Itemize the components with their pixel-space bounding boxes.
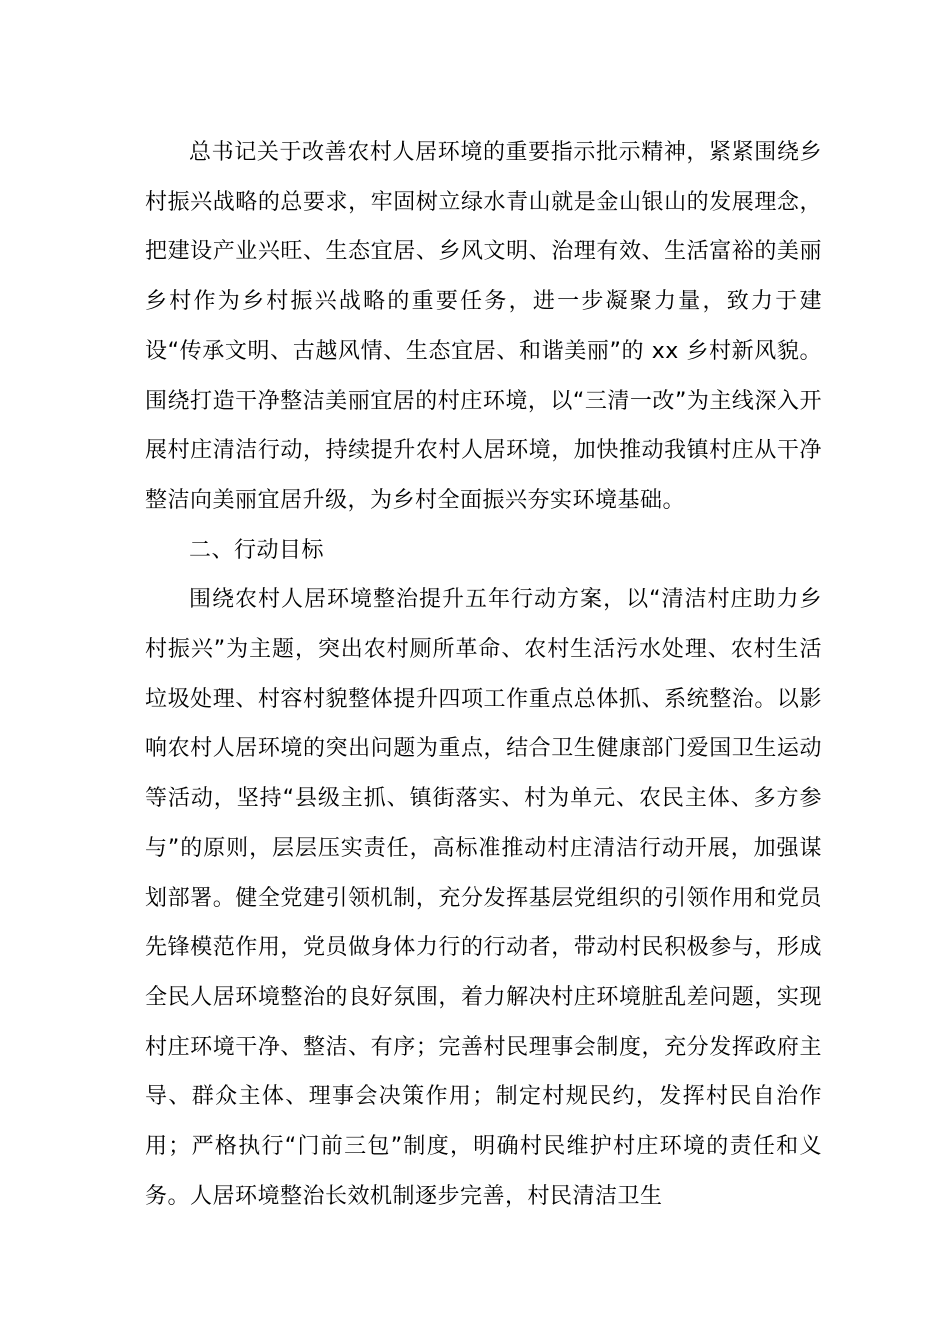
section-heading-action-goals: 二、行动目标 (189, 537, 325, 563)
paragraph-guiding-ideology: 总书记关于改善农村人居环境的重要指示批示精神，紧紧围绕乡村振兴战略的总要求，牢固树立绿水青山就是金山银山的发展理念，把建设产业兴旺、生态宜居、乡风文明、治理有效、生活富裕的美丽乡村作为乡村振兴战略的重要任务，进一步凝聚力量，致力于建设“传承文明、古越风情、生态宜居、和谐美丽”的 xx 乡村新风貌。围绕打造干净整洁美丽宜居的村庄环境，以“三清一改”为主线深入开展村庄清洁行动，持续提升农村人居环境，加快推动我镇村庄从干净整洁向美丽宜居升级，为乡村全面振兴夯实环境基础。 (145, 140, 822, 513)
paragraph-action-goals: 围绕农村人居环境整治提升五年行动方案，以“清洁村庄助力乡村振兴”为主题，突出农村厕所革命、农村生活污水处理、农村生活垃圾处理、村容村貌整体提升四项工作重点总体抓、系统整治。以影响农村人居环境的突出问题为重点，结合卫生健康部门爱国卫生运动等活动，坚持“县级主抓、镇街落实、村为单元、农民主体、多方参与”的原则，层层压实责任，高标准推动村庄清洁行动开展，加强谋划部署。健全党建引领机制，充分发挥基层党组织的引领作用和党员先锋模范作用，党员做身体力行的行动者，带动村民积极参与，形成全民人居环境整治的良好氛围，着力解决村庄环境脏乱差问题，实现村庄环境干净、整洁、有序；完善村民理事会制度，充分发挥政府主导、群众主体、理事会决策作用；制定村规民约，发挥村民自治作用；严格执行“门前三包”制度，明确村民维护村庄环境的责任和义务。人居环境整治长效机制逐步完善，村民清洁卫生 (145, 587, 822, 1209)
